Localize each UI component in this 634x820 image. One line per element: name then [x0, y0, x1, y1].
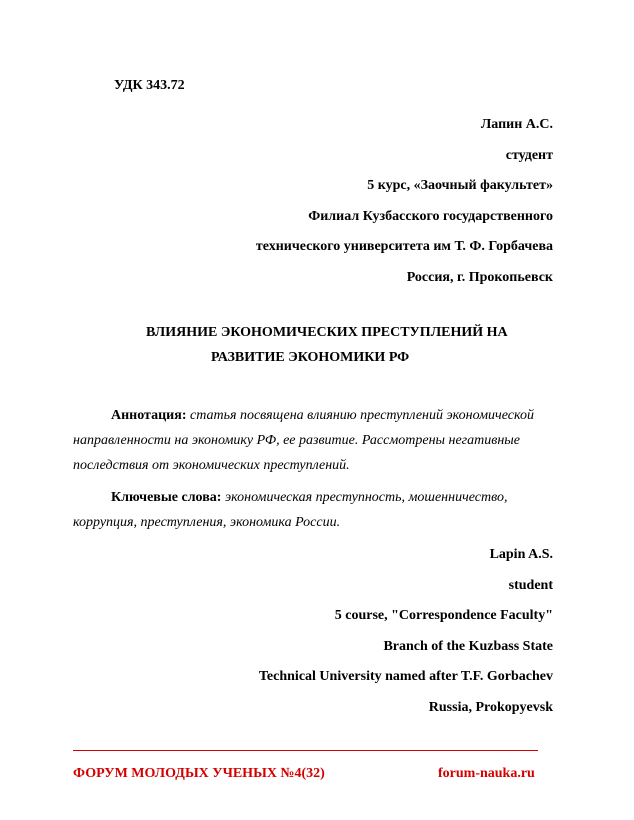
author-name-ru: Лапин А.С. — [480, 117, 553, 132]
abstract-paragraph — [73, 403, 559, 478]
abstract-text: статья посвящена влиянию преступлений экономической направленности на экономику РФ, ее развитие. Рассмотрены негативные последствия от экономических преступлений. — [73, 408, 534, 473]
author-affiliation-en-1: Branch of the Kuzbass State — [383, 638, 553, 654]
author-course-ru: 5 курс, «Заочный факультет» — [367, 178, 553, 193]
footer-divider — [73, 750, 538, 751]
author-block-ru — [256, 110, 553, 293]
author-block-en — [259, 540, 553, 723]
author-affiliation-ru-2: технического университета им Т. Ф. Горбачева — [255, 239, 553, 254]
keywords-text: экономическая преступность, мошенничество, коррупция, преступления, экономика России. — [73, 490, 508, 530]
article-title — [140, 320, 540, 370]
author-name-en: Lapin A.S. — [489, 547, 553, 562]
author-status-en: student — [508, 577, 553, 593]
article-title-line-2: РАЗВИТИЕ ЭКОНОМИКИ РФ — [211, 350, 410, 365]
author-affiliation-ru-1: Филиал Кузбасского государственного — [308, 208, 553, 224]
keywords-paragraph — [73, 485, 559, 535]
author-location-ru: Россия, г. Прокопьевск — [406, 269, 553, 285]
footer-site-link[interactable]: forum-nauka.ru — [438, 766, 535, 781]
author-status-ru: студент — [505, 147, 553, 163]
abstract-label: Аннотация: — [111, 408, 187, 423]
footer-journal-name: ФОРУМ МОЛОДЫХ УЧЕНЫХ №4(32) — [73, 766, 325, 781]
udk-code: УДК 343.72 — [114, 78, 185, 93]
author-course-en: 5 course, "Correspondence Faculty" — [334, 608, 553, 623]
keywords-label: Ключевые слова: — [111, 490, 222, 505]
abstract-section — [73, 403, 559, 535]
author-location-en: Russia, Prokopyevsk — [428, 699, 553, 715]
author-affiliation-en-2: Technical University named after T.F. Gorbachev — [258, 669, 553, 684]
article-title-line-1: ВЛИЯНИЕ ЭКОНОМИЧЕСКИХ ПРЕСТУПЛЕНИЙ НА — [146, 325, 508, 340]
